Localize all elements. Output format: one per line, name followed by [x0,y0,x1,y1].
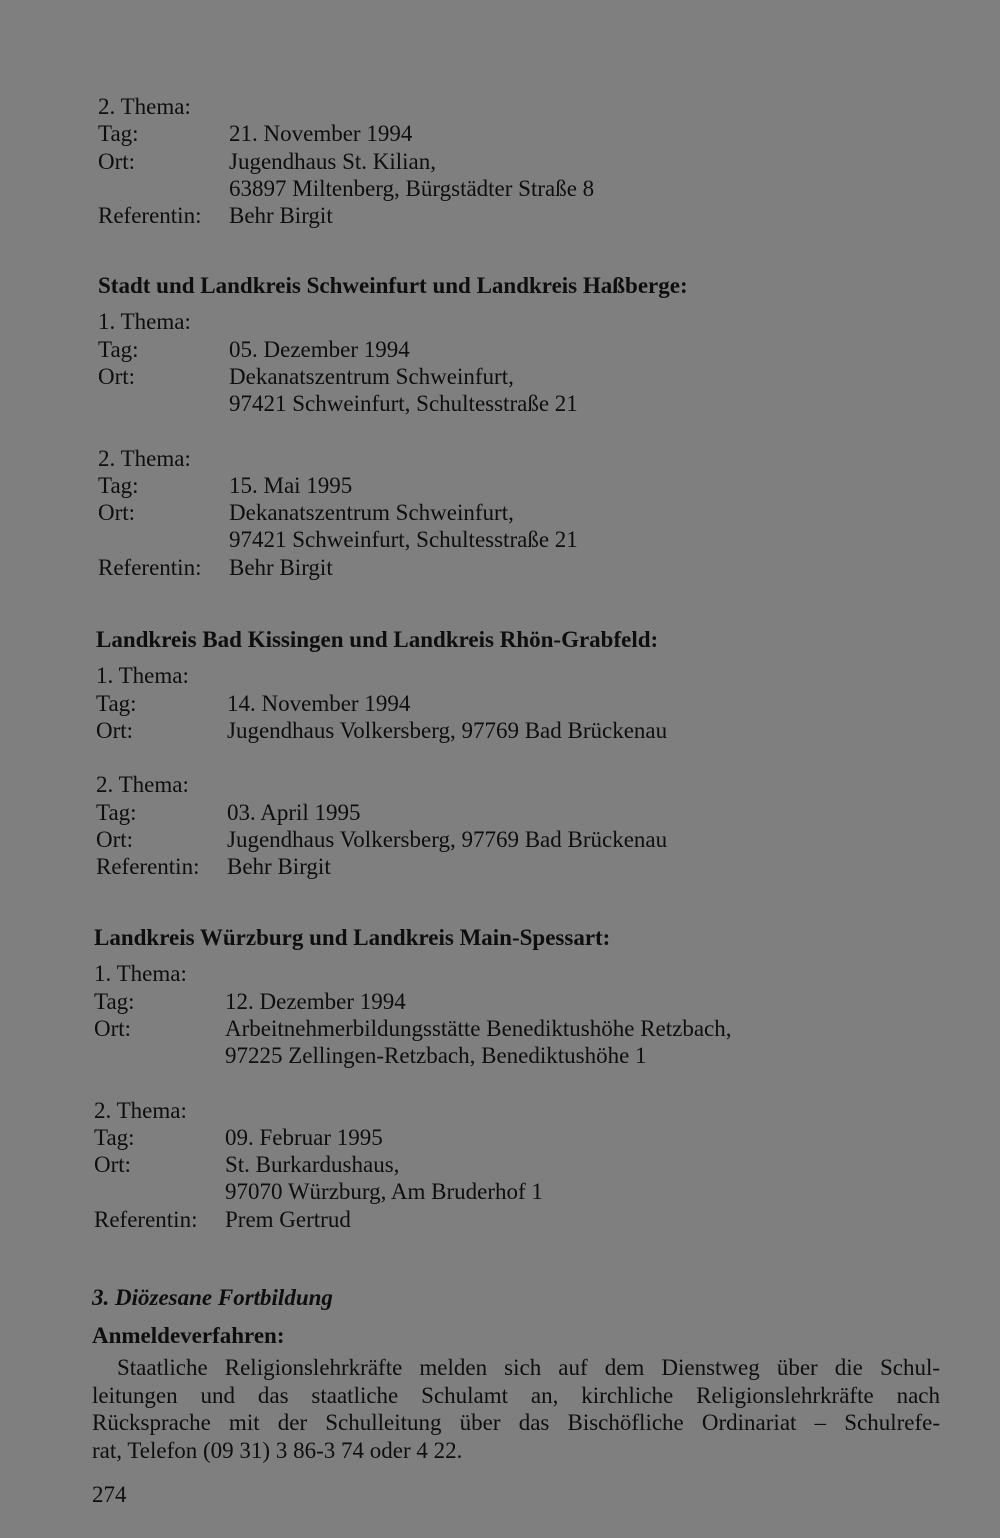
field-value: 97225 Zellingen-Retzbach, Benediktushöhe 1 [225,1043,647,1069]
field-value: Dekanatszentrum Schweinfurt, [229,363,514,389]
field-value: 15. Mai 1995 [229,472,353,498]
field-label: Tag: [98,472,139,498]
field-value: Jugendhaus Volkersberg, 97769 Bad Brückenau [227,717,668,743]
section-title: 3. Diözesane Fortbildung [92,1285,333,1310]
paragraph-line: rat, Telefon (09 31) 3 86-3 74 oder 4 22. [92,1437,463,1463]
field-label: Tag: [96,690,137,716]
field-label: Tag: [94,988,135,1014]
thema-label: 1. Thema: [96,663,189,689]
field-label: Ort: [98,363,136,389]
field-label: Referentin: [98,554,202,580]
field-value: St. Burkardushaus, [225,1152,400,1178]
field-value: Dekanatszentrum Schweinfurt, [229,500,514,526]
field-value: 21. November 1994 [229,121,413,147]
section-subtitle: Anmeldeverfahren: [92,1323,285,1348]
paragraph-line: Staatliche Religionslehrkräfte melden sich auf dem Dienstweg über die Schul- [117,1355,940,1380]
field-label: Tag: [94,1124,135,1150]
field-label: Referentin: [98,203,202,229]
field-value: 12. Dezember 1994 [225,988,406,1014]
field-label: Ort: [96,826,134,852]
field-value: 14. November 1994 [227,690,411,716]
field-value: Behr Birgit [229,203,333,229]
thema-label: 1. Thema: [94,961,187,987]
field-value: Jugendhaus Volkersberg, 97769 Bad Brückenau [227,826,668,852]
field-label: Tag: [98,336,139,362]
field-value: Behr Birgit [229,554,333,580]
field-label: Ort: [98,148,136,174]
body-paragraph [92,1354,940,1464]
paragraph-line: Rücksprache mit der Schulleitung über das Bischöfliche Ordinariat – Schulrefe- [92,1410,940,1435]
paragraph-line: leitungen und das staatliche Schulamt an, kirchliche Religionslehrkräfte nach [92,1382,940,1408]
field-label: Ort: [98,500,136,526]
field-value: Prem Gertrud [225,1206,351,1232]
thema-label: 1. Thema: [98,309,191,335]
field-value: 05. Dezember 1994 [229,336,410,362]
field-label: Tag: [96,799,137,825]
field-value: 63897 Miltenberg, Bürgstädter Straße 8 [229,175,595,201]
thema-label: 2. Thema: [98,94,191,119]
section-heading: Landkreis Bad Kissingen und Landkreis Rhön-Grabfeld: [96,627,659,652]
field-value: 03. April 1995 [227,799,361,825]
thema-label: 2. Thema: [94,1097,187,1123]
field-label: Ort: [96,717,134,743]
field-value: Jugendhaus St. Kilian, [229,148,436,174]
field-label: Referentin: [96,854,200,880]
field-value: Arbeitnehmerbildungsstätte Benediktushöhe Retzbach, [225,1015,732,1041]
section-heading: Stadt und Landkreis Schweinfurt und Landkreis Haßberge: [98,273,688,298]
thema-label: 2. Thema: [98,445,191,471]
field-value: 97421 Schweinfurt, Schultesstraße 21 [229,391,578,417]
field-label: Ort: [94,1015,132,1041]
field-label: Tag: [98,121,139,147]
field-label: Ort: [94,1152,132,1178]
field-value: Behr Birgit [227,854,331,880]
field-value: 97421 Schweinfurt, Schultesstraße 21 [229,527,578,553]
page-number: 274 [92,1482,127,1507]
field-value: 97070 Würzburg, Am Bruderhof 1 [225,1179,543,1205]
field-value: 09. Februar 1995 [225,1124,383,1150]
thema-label: 2. Thema: [96,772,189,798]
field-label: Referentin: [94,1206,198,1232]
section-heading: Landkreis Würzburg und Landkreis Main-Spessart: [94,925,611,950]
